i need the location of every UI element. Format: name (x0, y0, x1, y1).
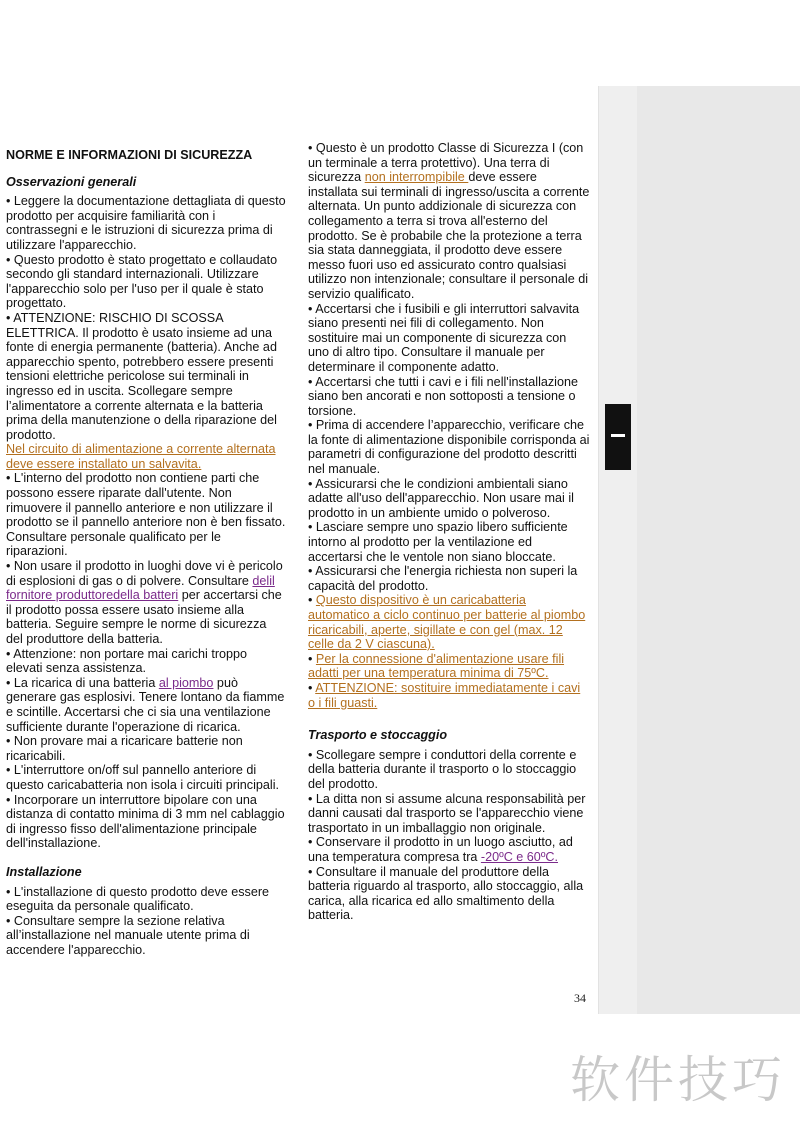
list-item: • Leggere la documentazione dettagliata di questo prodotto per acquisire familiarità con i contrassegni e le istruzioni di sicurezza prima di utilizzare l'apparecchio. (6, 194, 286, 252)
list-item-text: può generare gas esplosivi. Tenere lontano da fiamme e scintille. Accertarsi che ci sia una ventilazione sufficiente durante l'operazione di ricarica. (6, 675, 285, 734)
list-item: • Consultare il manuale del produttore della batteria riguardo al trasporto, allo stoccaggio, alla carica, alla ricarica ed allo smaltimento della batteria. (308, 864, 584, 923)
list-item: • Prima di accendere l’apparecchio, verificare che la fonte di alimentazione disponibile corrisponda ai parametri di configurazione del prodotto descritti nel manuale. (308, 418, 590, 477)
list-item-text: • (308, 651, 316, 666)
list-item-text: • Conservare il prodotto in un luogo asciutto, ad una temperatura compresa tra (308, 835, 573, 864)
dash-icon (611, 434, 625, 437)
margin-sidebar (598, 86, 800, 1014)
list-item: • Scollegare sempre i conduttori della corrente e della batteria durante il trasporto o lo stoccaggio del prodotto. (308, 747, 577, 791)
page-title: NORME E INFORMAZIONI DI SICUREZZA (6, 148, 253, 162)
list-item: • Questo prodotto è stato progettato e collaudato secondo gli standard internazionali. Utilizzare l'apparecchio solo per l'uso per il quale è stato progettato. (6, 252, 278, 311)
inline-link[interactable]: Nel circuito di alimentazione a corrente alternata deve essere installato un salvavita. (6, 442, 276, 471)
list-item: • La ditta non si assume alcuna responsabilità per danni causati dal trasporto se l'apparecchio viene trasportato in un imballaggio non originale. (308, 791, 586, 835)
list-item-text: deve essere installata sui terminali di ingresso/uscita a corrente alternata. Un punto addizionale di sicurezza con collegamento a terra si trova all'esterno del prodotto. Se è probabile che la protezione a terra sia stata danneggiata, il prodotto deve essere messo fuori uso ed assicurato contro qualsiasi utilizzo non intenzionale; consultare il personale di servizio qualificato. (308, 170, 590, 301)
section-tab-marker (605, 404, 631, 470)
left-column (6, 148, 286, 957)
list-item (308, 141, 590, 302)
section-heading-transport: Trasporto e stoccaggio (308, 728, 448, 743)
watermark: 软件技巧 (570, 1051, 786, 1109)
list-item: • L'interruttore on/off sul pannello anteriore di questo caricabatteria non isola i circuiti principali. (6, 763, 279, 792)
list-item-text: • (308, 680, 316, 695)
right-column (308, 141, 590, 923)
list-item-text: • Non usare il prodotto in luoghi dove vi è pericolo di esplosioni di gas o di polvere. Consultare (6, 559, 283, 588)
list-item (308, 593, 590, 651)
inline-link[interactable]: ATTENZIONE: sostituire immediatamente i cavi o i fili guasti. (308, 680, 581, 710)
list-item (6, 559, 286, 647)
list-item (308, 681, 590, 710)
list-item (308, 652, 590, 681)
list-item-text: • (308, 593, 316, 608)
list-item: • Lasciare sempre uno spazio libero sufficiente intorno al prodotto per la ventilazione ed accertarsi che le ventole non siano bloccate. (308, 520, 568, 564)
list-item: • Assicurarsi che l'energia richiesta non superi la capacità del prodotto. (308, 564, 578, 593)
inline-link[interactable]: delil fornitore produttoredella batteri (6, 573, 275, 603)
list-item: • Incorporare un interruttore bipolare con una distanza di contatto minima di 3 mm nel cablaggio di ingresso fisso dell'alimentazione principale dell'installazione. (6, 792, 285, 851)
list-item (6, 442, 286, 471)
list-item-text: • La ricarica di una batteria (6, 675, 159, 690)
list-item: • Attenzione: non portare mai carichi troppo elevati senza assistenza. (6, 646, 248, 676)
list-item: • Assicurarsi che le condizioni ambientali siano adatte all'uso dell'apparecchio. Non usare mai il prodotto in un ambiente umido o polveroso. (308, 476, 574, 520)
page-number: 34 (574, 991, 586, 1005)
inline-link[interactable]: Questo dispositivo è un caricabatteria automatico a ciclo continuo per batterie al piombo ricaricabili, aperte, sigillate e con gel (max. 12 celle da 2 V ciascuna). (308, 593, 586, 652)
margin-sidebar-panel (637, 86, 800, 1014)
list-item: • Accertarsi che i fusibili e gli interruttori salvavita siano presenti nei fili di collegamento. Non sostituire mai un componente di sicurezza con uno di altro tipo. Consultare il manuale per determinare il componente adatto. (308, 301, 580, 374)
list-item: • Consultare sempre la sezione relativa all’installazione nel manuale utente prima di accendere l'apparecchio. (6, 913, 250, 957)
list-item: • Non provare mai a ricaricare batterie non ricaricabili. (6, 734, 243, 763)
list-item: • L'installazione di questo prodotto deve essere eseguita da personale qualificato. (6, 884, 270, 914)
section-heading-general: Osservazioni generali (6, 174, 137, 189)
inline-link[interactable]: non interrompibile (364, 170, 469, 185)
list-item-text: per accertarsi che il prodotto possa essere usato insieme alla batteria. Seguire sempre le norme di sicurezza del produttore della batteria. (6, 588, 282, 646)
list-item (308, 835, 590, 864)
list-item (6, 676, 286, 734)
list-item: • L'interno del prodotto non contiene parti che possono essere riparate dall'utente. Non rimuovere il pannello anteriore e non utilizzare il prodotto se il pannello anteriore non è ben fissato. Consultare personale qualificato per le riparazioni. (6, 471, 286, 559)
inline-link[interactable]: -20ºC e 60ºC. (480, 849, 559, 864)
list-item: • ATTENZIONE: RISCHIO DI SCOSSA ELETTRICA. Il prodotto è usato insieme ad una fonte di energia permanente (batteria). Anche ad apparecchio spento, potrebbero essere presenti tensioni elettriche pericolose sui terminali in ingresso ed in uscita. Scollegare sempre l’alimentatore a corrente alternata e la batteria prima della manutenzione o della riparazione del prodotto. (6, 310, 277, 442)
inline-link[interactable]: Per la connessione d'alimentazione usare fili adatti per una temperatura minima di 75ºC. (308, 651, 565, 681)
section-heading-installation: Installazione (6, 864, 82, 879)
inline-link[interactable]: al piombo (158, 675, 214, 690)
list-item: • Accertarsi che tutti i cavi e i fili nell'installazione siano ben ancorati e non sottoposti a tensione o torsione. (308, 374, 578, 418)
list-item-text: • Questo è un prodotto Classe di Sicurezza I (con un terminale a terra protettivo). Una terra di sicurezza (308, 141, 584, 185)
